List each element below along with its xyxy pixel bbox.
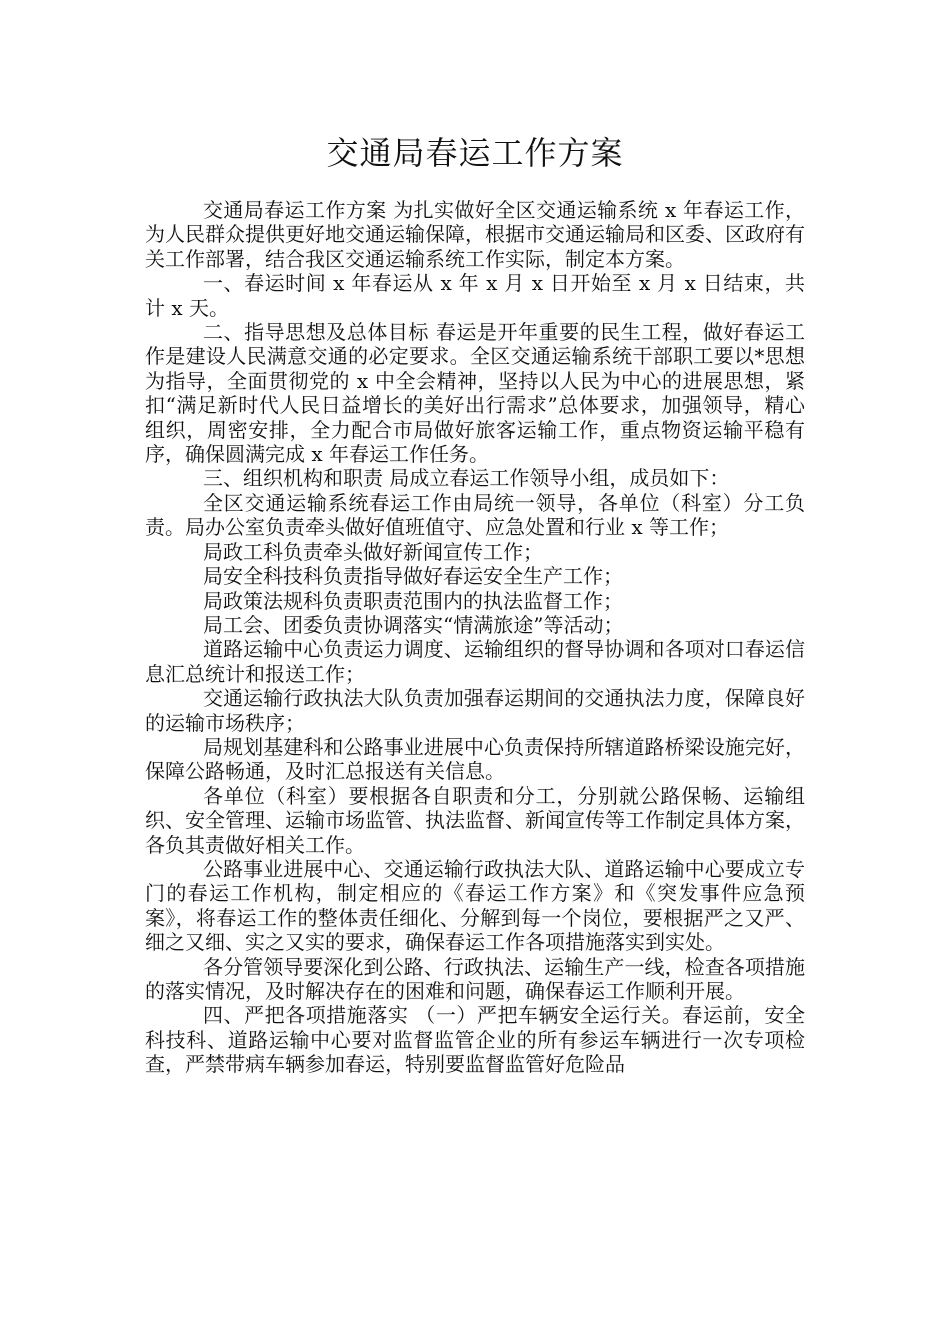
paragraph-duty-item: 局工会、团委负责协调落实“情满旅途”等活动； <box>203 612 624 637</box>
paragraph-section-1: 一、春运时间 x 年春运从 x 年 x 月 x 日开始至 x 月 x 日结束，共计 x 天。 <box>145 271 805 320</box>
paragraph-section-2: 二、指导思想及总体目标 春运是开年重要的民生工程，做好春运工作是建设人民满意交通的必定要求。全区交通运输系统干部职工要以*思想为指导，全面贯彻党的 x 中全会精神，坚持以人民为中心的进展思想，紧扣“满足新时代人民日益增长的美好出行需求”总体要求，加强领导，精心组织，周密安排，全力配合市局做好旅客运输工作，重点物资运输平稳有序，确保圆满完成 x 年春运工作任务。 <box>145 320 805 467</box>
paragraph-duty-item: 交通运输行政执法大队负责加强春运期间的交通执法力度，保障良好的运输市场秩序； <box>145 686 805 735</box>
paragraph-section-4: 四、严把各项措施落实 （一）严把车辆安全运行关。春运前，安全科技科、道路运输中心要对监督监管企业的所有参运车辆进行一次专项检查，严禁带病车辆参加春运，特别要监督监管好危险品 <box>145 1003 805 1077</box>
paragraph-duty-item: 局政工科负责牵头做好新闻宣传工作； <box>203 539 543 564</box>
paragraph-duty-item: 局政策法规科负责职责范围内的执法监督工作； <box>203 588 623 613</box>
document-page <box>145 0 805 1344</box>
paragraph-duty-item: 局规划基建科和公路事业进展中心负责保持所辖道路桥梁设施完好，保障公路畅通，及时汇总报送有关信息。 <box>145 734 805 784</box>
paragraph-duty-item: 道路运输中心负责运力调度、运输组织的督导协调和各项对口春运信息汇总统计和报送工作； <box>145 637 805 686</box>
document-title: 交通局春运工作方案 <box>326 134 624 172</box>
paragraph-duty-overview: 全区交通运输系统春运工作由局统一领导，各单位（科室）分工负责。局办公室负责牵头做好值班值守、应急处置和行业 x 等工作； <box>145 490 805 540</box>
paragraph-intro: 交通局春运工作方案 为扎实做好全区交通运输系统 x 年春运工作，为人民群众提供更好地交通运输保障，根据市交通运输局和区委、区政府有关工作部署，结合我区交通运输系统工作实际，制定本方案。 <box>145 198 805 271</box>
paragraph-duty-item: 局安全科技科负责指导做好春运安全生产工作； <box>203 564 623 589</box>
paragraph-section-3: 三、组织机构和职责 局成立春运工作领导小组，成员如下： <box>203 466 730 491</box>
paragraph-leader-requirement: 各分管领导要深化到公路、行政执法、运输生产一线，检查各项措施的落实情况，及时解决存在的困难和问题，确保春运工作顺利开展。 <box>145 954 805 1003</box>
paragraph-agency-requirement: 公路事业进展中心、交通运输行政执法大队、道路运输中心要成立专门的春运工作机构，制定相应的《春运工作方案》和《突发事件应急预案》，将春运工作的整体责任细化、分解到每一个岗位，要根据严之又严、细之又细、实之又实的要求，确保春运工作各项措施落实到实处。 <box>145 856 805 955</box>
document-body <box>145 198 805 1077</box>
paragraph-plan-requirement: 各单位（科室）要根据各自职责和分工，分别就公路保畅、运输组织、安全管理、运输市场监管、执法监督、新闻宣传等工作制定具体方案，各负其责做好相关工作。 <box>145 783 805 857</box>
